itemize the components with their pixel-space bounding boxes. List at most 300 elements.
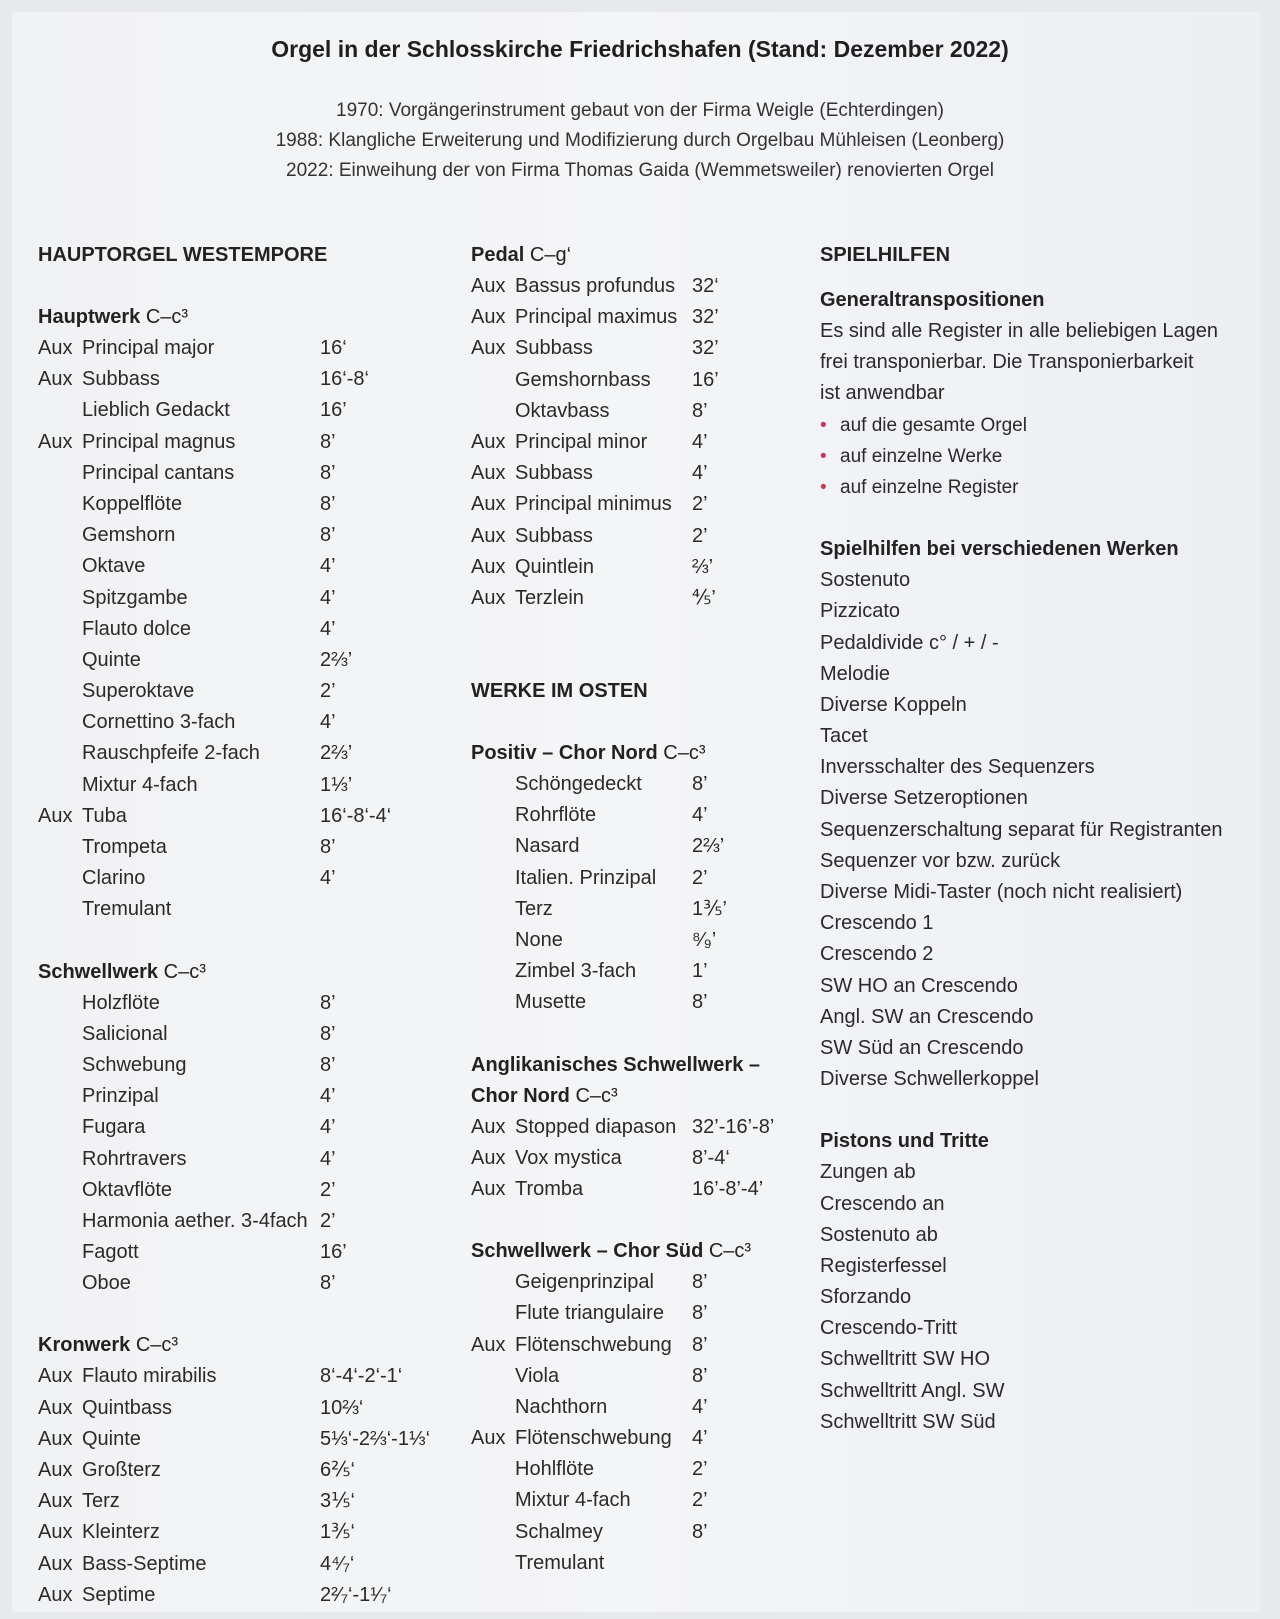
stop-row xyxy=(471,769,791,800)
stop-name: Flute triangulaire xyxy=(515,1302,664,1325)
stop-row xyxy=(471,956,791,987)
division-name: Schwellwerk xyxy=(38,960,159,983)
stop-feet: 8’ xyxy=(692,1520,708,1543)
stop-feet: 4’ xyxy=(692,462,708,485)
stop-feet: 4’ xyxy=(320,711,336,734)
spielhilfen-werke-list xyxy=(820,565,1260,1095)
bullet-item xyxy=(820,441,1260,472)
stop-row xyxy=(38,489,438,520)
stop-name: Hohlflöte xyxy=(515,1458,594,1481)
pistons-list xyxy=(820,1157,1260,1438)
division-range: C–c³ xyxy=(575,1084,618,1107)
stop-name: Koppelflöte xyxy=(82,492,183,515)
list-item: SW Süd an Crescendo xyxy=(820,1036,1024,1059)
stop-feet: 4’ xyxy=(692,1395,708,1418)
stop-name: Großterz xyxy=(82,1459,161,1481)
stop-name: Schöngedeckt xyxy=(515,773,642,796)
stop-feet: 4’ xyxy=(692,804,708,827)
stop-feet: 4’ xyxy=(320,1147,336,1170)
stop-name: Principal cantans xyxy=(82,461,235,484)
stop-feet: 16’ xyxy=(320,1241,347,1264)
stop-list-schwellwerk-sued xyxy=(471,1267,791,1579)
stop-feet: 16’ xyxy=(692,368,719,391)
stop-row xyxy=(471,1143,791,1174)
stop-row xyxy=(38,1580,438,1611)
stop-feet: 1⅗‘ xyxy=(320,1521,355,1544)
stop-name: Subbass xyxy=(515,524,593,547)
stop-feet: 2⅔’ xyxy=(692,835,725,858)
stop-feet: 16’ xyxy=(320,399,347,422)
stop-name: Mixtur 4-fach xyxy=(82,773,198,796)
stop-name: Principal minimus xyxy=(515,493,672,516)
stop-name: Fagott xyxy=(82,1241,139,1264)
stop-name: Terzlein xyxy=(515,586,584,609)
list-item: Zungen ab xyxy=(820,1161,916,1184)
stop-row xyxy=(38,1424,438,1455)
stop-name: Tromba xyxy=(515,1177,584,1200)
division-heading-schwellwerk-sued xyxy=(471,1236,791,1267)
division-heading-pedal xyxy=(471,240,791,271)
stop-feet: 32’-16’-8’ xyxy=(692,1115,775,1138)
stop-name: Zimbel 3-fach xyxy=(515,960,637,983)
stop-name: Cornettino 3-fach xyxy=(82,711,236,734)
stop-aux-label: Aux xyxy=(38,337,73,359)
stop-feet: 5⅓‘-2⅔‘-1⅓‘ xyxy=(320,1427,431,1450)
stop-row xyxy=(38,676,438,707)
section-heading-werke-osten: WERKE IM OSTEN xyxy=(471,680,648,703)
division-name: Chor Nord xyxy=(471,1084,570,1107)
list-item: Pizzicato xyxy=(820,600,901,623)
stop-name: Gemshorn xyxy=(82,524,176,547)
stop-name: Holzflöte xyxy=(82,991,160,1014)
stop-row xyxy=(38,364,438,395)
stop-name: Quintbass xyxy=(82,1396,173,1419)
stop-name: Rohrtravers xyxy=(82,1147,187,1170)
stop-feet: 16‘-8‘-4‘ xyxy=(320,804,392,827)
bullet-item xyxy=(820,410,1260,441)
bullet-icon: • xyxy=(820,414,827,436)
stop-row xyxy=(38,1144,438,1175)
stop-name: Subbass xyxy=(82,368,160,391)
division-name: Hauptwerk xyxy=(38,306,141,328)
stop-feet: 2⅔’ xyxy=(320,742,353,765)
stop-name: Subbass xyxy=(515,462,593,485)
division-range: C–c³ xyxy=(145,306,189,328)
division-heading-kronwerk xyxy=(38,1330,438,1361)
stop-name: Spitzgambe xyxy=(82,586,188,609)
stop-feet: 1’ xyxy=(692,960,708,983)
bullet-text: auf einzelne Werke xyxy=(840,445,1003,467)
stop-name: Tremulant xyxy=(515,1551,605,1574)
stop-row xyxy=(471,925,791,956)
stop-name: Mixtur 4-fach xyxy=(515,1489,631,1512)
stop-feet: 4’ xyxy=(320,867,336,890)
stop-feet: 8’ xyxy=(320,836,336,858)
stop-name: Nasard xyxy=(515,835,580,858)
stop-row xyxy=(471,302,791,333)
spielhilfen-werke-title: Spielhilfen bei verschiedenen Werken xyxy=(820,538,1179,561)
stop-row xyxy=(471,1330,791,1361)
stop-row xyxy=(471,1361,791,1392)
stop-row xyxy=(38,1237,438,1268)
stop-row xyxy=(38,395,438,426)
stop-row xyxy=(38,801,438,832)
stop-aux-label: Aux xyxy=(471,524,506,547)
stop-row xyxy=(38,707,438,738)
stop-feet: 8’ xyxy=(320,492,336,515)
stop-feet: ⅘’ xyxy=(692,586,716,609)
stop-feet: 16‘ xyxy=(320,337,347,359)
stop-feet: ⅔’ xyxy=(692,555,714,578)
division-range: C–c³ xyxy=(135,1334,179,1357)
stop-aux-label: Aux xyxy=(38,1521,73,1544)
history-line-2022: 2022: Einweihung der von Firma Thomas Gaida (Wemmetsweiler) renovierten Orgel xyxy=(286,160,994,181)
stop-feet: 4’ xyxy=(320,1085,336,1108)
stop-name: Trompeta xyxy=(82,836,167,858)
stop-name: Oktave xyxy=(82,555,146,578)
stop-feet: 6⅖‘ xyxy=(320,1459,355,1481)
page-title: Orgel in der Schlosskirche Friedrichshafen (Stand: Dezember 2022) xyxy=(271,36,1009,62)
stop-row xyxy=(471,396,791,427)
stop-row xyxy=(38,988,438,1019)
list-item: SW HO an Crescendo xyxy=(820,974,1018,997)
division-heading-anglikanisch-line1: Anglikanisches Schwellwerk – xyxy=(471,1053,761,1076)
generaltranspositionen-text: Es sind alle Register in alle beliebigen Lagen xyxy=(820,320,1219,342)
stop-list-hauptwerk xyxy=(38,333,438,926)
stop-row xyxy=(38,1081,438,1112)
stop-name: Principal minor xyxy=(515,430,648,453)
stop-aux-label: Aux xyxy=(471,586,506,609)
stop-name: Musette xyxy=(515,991,587,1014)
stop-feet: 2’ xyxy=(692,1489,708,1512)
list-item: Diverse Midi-Taster (noch nicht realisiert) xyxy=(820,881,1183,903)
stop-name: Flötenschwebung xyxy=(515,1333,672,1356)
stop-aux-label: Aux xyxy=(471,1333,506,1356)
stop-row xyxy=(38,520,438,551)
stop-row xyxy=(471,1485,791,1516)
division-range: C–c³ xyxy=(163,960,206,983)
stop-row xyxy=(471,1392,791,1423)
bullet-text: auf einzelne Register xyxy=(840,476,1019,498)
stop-row xyxy=(38,333,438,364)
stop-name: Quintlein xyxy=(515,555,594,578)
stop-row xyxy=(471,1267,791,1298)
stop-name: Tremulant xyxy=(82,898,172,921)
stop-aux-label: Aux xyxy=(471,430,506,453)
generaltranspositionen-text: frei transponierbar. Die Transponierbarkeit xyxy=(820,351,1194,374)
stop-row xyxy=(38,738,438,769)
stop-feet: 8’ xyxy=(320,1053,336,1076)
stop-feet: 8’ xyxy=(692,1333,708,1356)
stop-row xyxy=(471,489,791,520)
stop-name: Gemshornbass xyxy=(515,368,651,391)
stop-name: Geigenprinzipal xyxy=(515,1271,654,1294)
list-item: Sequenzer vor bzw. zurück xyxy=(820,849,1061,872)
stop-aux-label: Aux xyxy=(471,1427,506,1450)
stop-aux-label: Aux xyxy=(38,1490,73,1513)
stop-name: Rauschpfeife 2-fach xyxy=(82,742,260,765)
stop-name: Lieblich Gedackt xyxy=(82,399,230,422)
stop-row xyxy=(38,427,438,458)
stop-row xyxy=(38,1361,438,1392)
stop-name: Subbass xyxy=(515,337,593,360)
stop-name: Quinte xyxy=(82,648,141,671)
column-pedal-osten xyxy=(471,240,791,1579)
column-hauptorgel xyxy=(38,240,438,1611)
stop-feet: 8’ xyxy=(692,1364,708,1387)
column-spielhilfen xyxy=(820,240,1260,1438)
stop-feet: 2⅔’ xyxy=(320,648,353,671)
division-name: Pedal xyxy=(471,244,525,266)
stop-row xyxy=(38,1517,438,1548)
stop-row xyxy=(471,271,791,302)
stop-feet: ⁸⁄₉’ xyxy=(692,929,717,951)
stop-row xyxy=(471,863,791,894)
stop-feet: 8’ xyxy=(692,773,708,796)
stop-row xyxy=(38,1486,438,1517)
stop-name: Flötenschwebung xyxy=(515,1427,672,1450)
stop-name: Tuba xyxy=(82,804,127,827)
list-item: Diverse Koppeln xyxy=(820,693,967,716)
stop-name: Principal maximus xyxy=(515,306,678,329)
stop-feet: 4’ xyxy=(320,555,336,578)
stop-feet: 32‘ xyxy=(692,275,719,297)
stop-aux-label: Aux xyxy=(38,430,73,453)
stop-name: Vox mystica xyxy=(515,1146,622,1169)
list-item: Angl. SW an Crescendo xyxy=(820,1005,1034,1028)
stop-aux-label: Aux xyxy=(471,337,506,360)
stop-list-kronwerk xyxy=(38,1361,438,1611)
stop-name: Principal major xyxy=(82,337,215,359)
stop-row xyxy=(471,1454,791,1485)
stop-name: Superoktave xyxy=(82,680,195,703)
bullet-icon: • xyxy=(820,476,827,498)
stop-name: Oktavflöte xyxy=(82,1178,173,1201)
stop-feet: 8’ xyxy=(692,399,708,422)
stop-list-pedal xyxy=(471,271,791,614)
list-item: Sequenzerschaltung separat für Registranten xyxy=(820,818,1223,841)
stop-name: Bass-Septime xyxy=(82,1552,207,1575)
stop-feet: 8’ xyxy=(320,524,336,547)
stop-aux-label: Aux xyxy=(38,1583,73,1606)
history-line-1988: 1988: Klangliche Erweiterung und Modifizierung durch Orgelbau Mühleisen (Leonberg) xyxy=(275,130,1005,151)
division-name: Schwellwerk – Chor Süd xyxy=(471,1240,704,1263)
stop-feet: 4’ xyxy=(320,1116,336,1139)
stop-name: Bassus profundus xyxy=(515,275,676,297)
list-item: Schwelltritt Angl. SW xyxy=(820,1379,1005,1402)
stop-feet: 2’ xyxy=(692,866,708,889)
stop-row xyxy=(471,365,791,396)
stop-feet: 2’ xyxy=(692,524,708,547)
stop-row xyxy=(38,1019,438,1050)
stop-row xyxy=(471,427,791,458)
history-line-1970: 1970: Vorgängerinstrument gebaut von der Firma Weigle (Echterdingen) xyxy=(336,100,944,121)
stop-aux-label: Aux xyxy=(38,1459,73,1481)
list-item: Melodie xyxy=(820,662,891,685)
stop-aux-label: Aux xyxy=(38,1427,73,1450)
stop-feet: 1⅓’ xyxy=(320,773,353,796)
stop-row xyxy=(471,894,791,925)
list-item: Crescendo 1 xyxy=(820,912,934,935)
stop-row xyxy=(38,770,438,801)
stop-feet: 8’-4‘ xyxy=(692,1146,730,1169)
stop-aux-label: Aux xyxy=(38,804,73,827)
stop-list-positiv xyxy=(471,769,791,1019)
stop-row xyxy=(38,458,438,489)
stop-feet: 2’ xyxy=(320,1209,336,1232)
stop-name: Kleinterz xyxy=(82,1521,160,1544)
list-item: Schwelltritt SW HO xyxy=(820,1348,991,1371)
stop-row xyxy=(471,583,791,614)
generaltranspositionen-title: Generaltranspositionen xyxy=(820,289,1045,311)
stop-row xyxy=(38,1455,438,1486)
stop-feet: 32’ xyxy=(692,306,719,329)
stop-name: Viola xyxy=(515,1364,560,1387)
stop-row xyxy=(38,1393,438,1424)
stop-name: Quinte xyxy=(82,1427,141,1450)
stop-feet: 16‘-8‘ xyxy=(320,368,369,391)
stop-aux-label: Aux xyxy=(471,275,506,297)
division-range: C–c³ xyxy=(708,1240,752,1263)
division-name: Positiv – Chor Nord xyxy=(471,742,658,765)
list-item: Diverse Schwellerkoppel xyxy=(820,1068,1039,1091)
bullet-icon: • xyxy=(820,445,827,467)
list-item: Registerfessel xyxy=(820,1254,947,1277)
stop-aux-label: Aux xyxy=(471,1177,506,1200)
stop-aux-label: Aux xyxy=(471,493,506,516)
stop-name: Clarino xyxy=(82,867,146,890)
stop-aux-label: Aux xyxy=(38,1552,73,1575)
stop-feet: 4’ xyxy=(320,617,336,640)
division-range: C–g‘ xyxy=(529,244,572,266)
pistons-title: Pistons und Tritte xyxy=(820,1130,989,1153)
list-item: Schwelltritt SW Süd xyxy=(820,1410,996,1433)
stop-feet: 8’ xyxy=(692,1302,708,1325)
division-name: Kronwerk xyxy=(38,1334,131,1357)
list-item: Crescendo 2 xyxy=(820,943,934,966)
stop-row xyxy=(38,645,438,676)
stop-row xyxy=(38,614,438,645)
stop-name: Harmonia aether. 3-4fach xyxy=(82,1209,308,1232)
stop-feet: 4’ xyxy=(692,430,708,453)
bullet-text: auf die gesamte Orgel xyxy=(840,414,1027,436)
stop-feet: 8’ xyxy=(320,991,336,1014)
section-heading-hauptorgel: HAUPTORGEL WESTEMPORE xyxy=(38,244,328,266)
list-item: Tacet xyxy=(820,725,868,748)
stop-feet: 2²⁄₇‘-1¹⁄₇‘ xyxy=(320,1583,392,1606)
stop-name: Terz xyxy=(515,897,553,920)
list-item: Sostenuto ab xyxy=(820,1223,938,1246)
stop-list-schwellwerk xyxy=(38,988,438,1300)
stop-row xyxy=(471,987,791,1018)
stop-row xyxy=(471,1174,791,1205)
stop-feet: 1⅗’ xyxy=(692,897,727,920)
stop-name: None xyxy=(515,929,563,951)
stop-name: Oktavbass xyxy=(515,399,610,422)
stop-aux-label: Aux xyxy=(38,1396,73,1419)
stop-feet: 8’ xyxy=(320,430,336,453)
stop-row xyxy=(471,831,791,862)
stop-aux-label: Aux xyxy=(471,306,506,329)
stop-row xyxy=(471,1548,791,1579)
stop-feet: 8’ xyxy=(320,1272,336,1295)
stop-row xyxy=(471,458,791,489)
stop-row xyxy=(471,552,791,583)
stop-name: Salicional xyxy=(82,1022,168,1045)
stop-row xyxy=(38,1549,438,1580)
stop-row xyxy=(38,832,438,863)
stop-name: Nachthorn xyxy=(515,1395,608,1418)
stop-row xyxy=(471,333,791,364)
generaltranspositionen-text: ist anwendbar xyxy=(820,382,945,405)
division-range: C–c³ xyxy=(663,742,706,765)
stop-feet: 10⅔‘ xyxy=(320,1396,364,1419)
stop-row xyxy=(471,1423,791,1454)
stop-list-anglikanisch xyxy=(471,1112,791,1206)
stop-row xyxy=(38,551,438,582)
list-item: Sostenuto xyxy=(820,569,911,592)
list-item: Crescendo an xyxy=(820,1192,945,1215)
stop-feet: 2’ xyxy=(320,680,336,703)
stop-feet: 3⅕‘ xyxy=(320,1490,355,1513)
stop-name: Flauto mirabilis xyxy=(82,1365,217,1388)
stop-feet: 4⁴⁄₇‘ xyxy=(320,1552,355,1575)
stop-row xyxy=(38,863,438,894)
stop-feet: 4’ xyxy=(692,1427,708,1450)
stop-feet: 4’ xyxy=(320,586,336,609)
stop-name: Terz xyxy=(82,1490,120,1513)
stop-row xyxy=(471,521,791,552)
division-heading-anglikanisch-line2 xyxy=(471,1081,791,1112)
division-heading-positiv xyxy=(471,738,791,769)
list-item: Crescendo-Tritt xyxy=(820,1317,958,1340)
stop-feet: 2’ xyxy=(320,1178,336,1201)
stop-feet: 2’ xyxy=(692,493,708,516)
stop-row xyxy=(38,583,438,614)
stop-row xyxy=(38,1112,438,1143)
bullet-item xyxy=(820,472,1260,503)
list-item: Sforzando xyxy=(820,1286,912,1309)
stop-name: Principal magnus xyxy=(82,430,236,453)
stop-row xyxy=(471,800,791,831)
division-heading-hauptwerk xyxy=(38,302,438,333)
stop-name: Oboe xyxy=(82,1272,131,1295)
list-item: Pedaldivide c° / + / - xyxy=(820,631,999,654)
stop-aux-label: Aux xyxy=(38,368,73,391)
stop-feet: 8‘-4‘-2‘-1‘ xyxy=(320,1365,403,1388)
stop-name: Septime xyxy=(82,1583,156,1606)
stop-row xyxy=(471,1298,791,1329)
stop-name: Schwebung xyxy=(82,1053,187,1076)
stop-name: Flauto dolce xyxy=(82,617,191,640)
stop-name: Rohrflöte xyxy=(515,804,597,827)
stop-feet: 16’-8’-4’ xyxy=(692,1177,764,1200)
stop-row xyxy=(471,1112,791,1143)
stop-row xyxy=(38,1175,438,1206)
stop-row xyxy=(38,1206,438,1237)
stop-row xyxy=(38,1050,438,1081)
stop-aux-label: Aux xyxy=(471,1115,506,1138)
stop-feet: 2’ xyxy=(692,1458,708,1481)
stop-name: Schalmey xyxy=(515,1520,603,1543)
stop-feet: 8’ xyxy=(320,461,336,484)
stop-name: Stopped diapason xyxy=(515,1115,677,1138)
division-heading-schwellwerk xyxy=(38,957,438,988)
stop-feet: 32’ xyxy=(692,337,719,360)
stop-aux-label: Aux xyxy=(471,1146,506,1169)
stop-feet: 8’ xyxy=(320,1022,336,1045)
stop-feet: 8’ xyxy=(692,1271,708,1294)
